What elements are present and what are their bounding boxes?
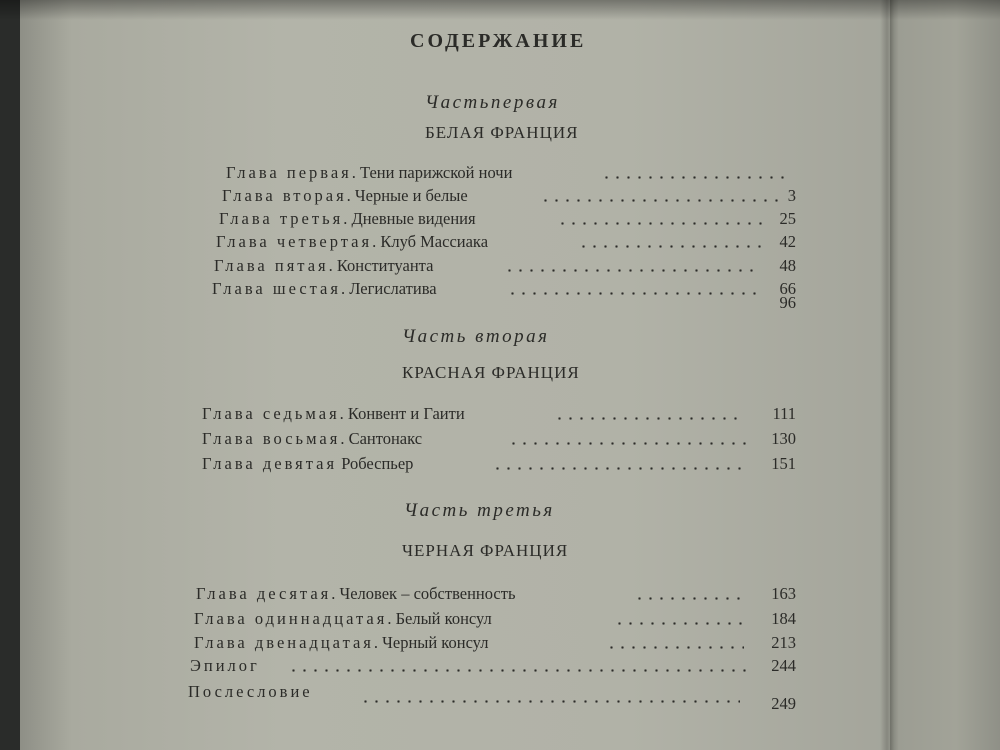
page-number: 249	[771, 694, 796, 713]
page-number: 184	[771, 609, 796, 628]
toc-entry[interactable]: Глава четвертая. Клуб Массиака 42	[216, 232, 796, 251]
toc-entry[interactable]: Глава одиннадцатая. Белый консул 184	[194, 609, 796, 628]
page-number: 66	[779, 279, 796, 298]
part1-heading: БЕЛАЯ ФРАНЦИЯ	[425, 123, 579, 142]
page-fold	[880, 0, 894, 750]
toc-entry[interactable]: Глава шестая. Легислатива 66	[212, 279, 796, 298]
part1-label: Частьпервая	[425, 92, 560, 113]
toc-title: СОДЕРЖАНИЕ	[410, 30, 587, 52]
page-number: 3	[787, 186, 796, 205]
part3-heading: ЧЕРНАЯ ФРАНЦИЯ	[402, 541, 569, 560]
toc-entry[interactable]: Глава первая. Тени парижской ночи	[226, 163, 796, 185]
page-number: 25	[779, 209, 796, 228]
page-number: 42	[779, 232, 796, 251]
page-number: 244	[771, 656, 796, 675]
toc-entry[interactable]: Глава восьмая. Сантонакс 130	[202, 429, 796, 448]
page-number: 151	[771, 454, 796, 473]
page-number: 111	[772, 404, 796, 423]
toc-entry	[212, 293, 796, 315]
toc-entry[interactable]: Глава девятая Робеспьер 151	[202, 454, 796, 473]
toc-entry[interactable]: Глава пятая. Конституанта 48	[214, 256, 796, 275]
page-number: 96	[779, 293, 796, 312]
part2-label: Часть вторая	[402, 326, 550, 347]
toc-entry[interactable]: Глава седьмая. Конвент и Гаити 111	[202, 404, 796, 423]
part3-label: Часть третья	[404, 500, 555, 521]
part2-heading: КРАСНАЯ ФРАНЦИЯ	[402, 363, 580, 382]
facing-page	[890, 0, 1000, 750]
toc-entry[interactable]: Послесловие 249	[188, 682, 796, 713]
page-number: 48	[779, 256, 796, 275]
toc-entry[interactable]: Глава третья. Дневные видения 25	[219, 209, 796, 228]
toc-entry[interactable]: Глава двенадцатая. Черный консул 213	[194, 633, 796, 652]
page-number: 130	[771, 429, 796, 448]
toc-entry[interactable]: Глава десятая. Человек – собственность 163	[196, 584, 796, 603]
toc-entry[interactable]: Эпилог 244	[190, 656, 796, 675]
page-number: 163	[771, 584, 796, 603]
top-shadow	[0, 0, 1000, 20]
toc-entry[interactable]: Глава вторая. Черные и белые 3	[222, 186, 796, 205]
page-number: 213	[771, 633, 796, 652]
